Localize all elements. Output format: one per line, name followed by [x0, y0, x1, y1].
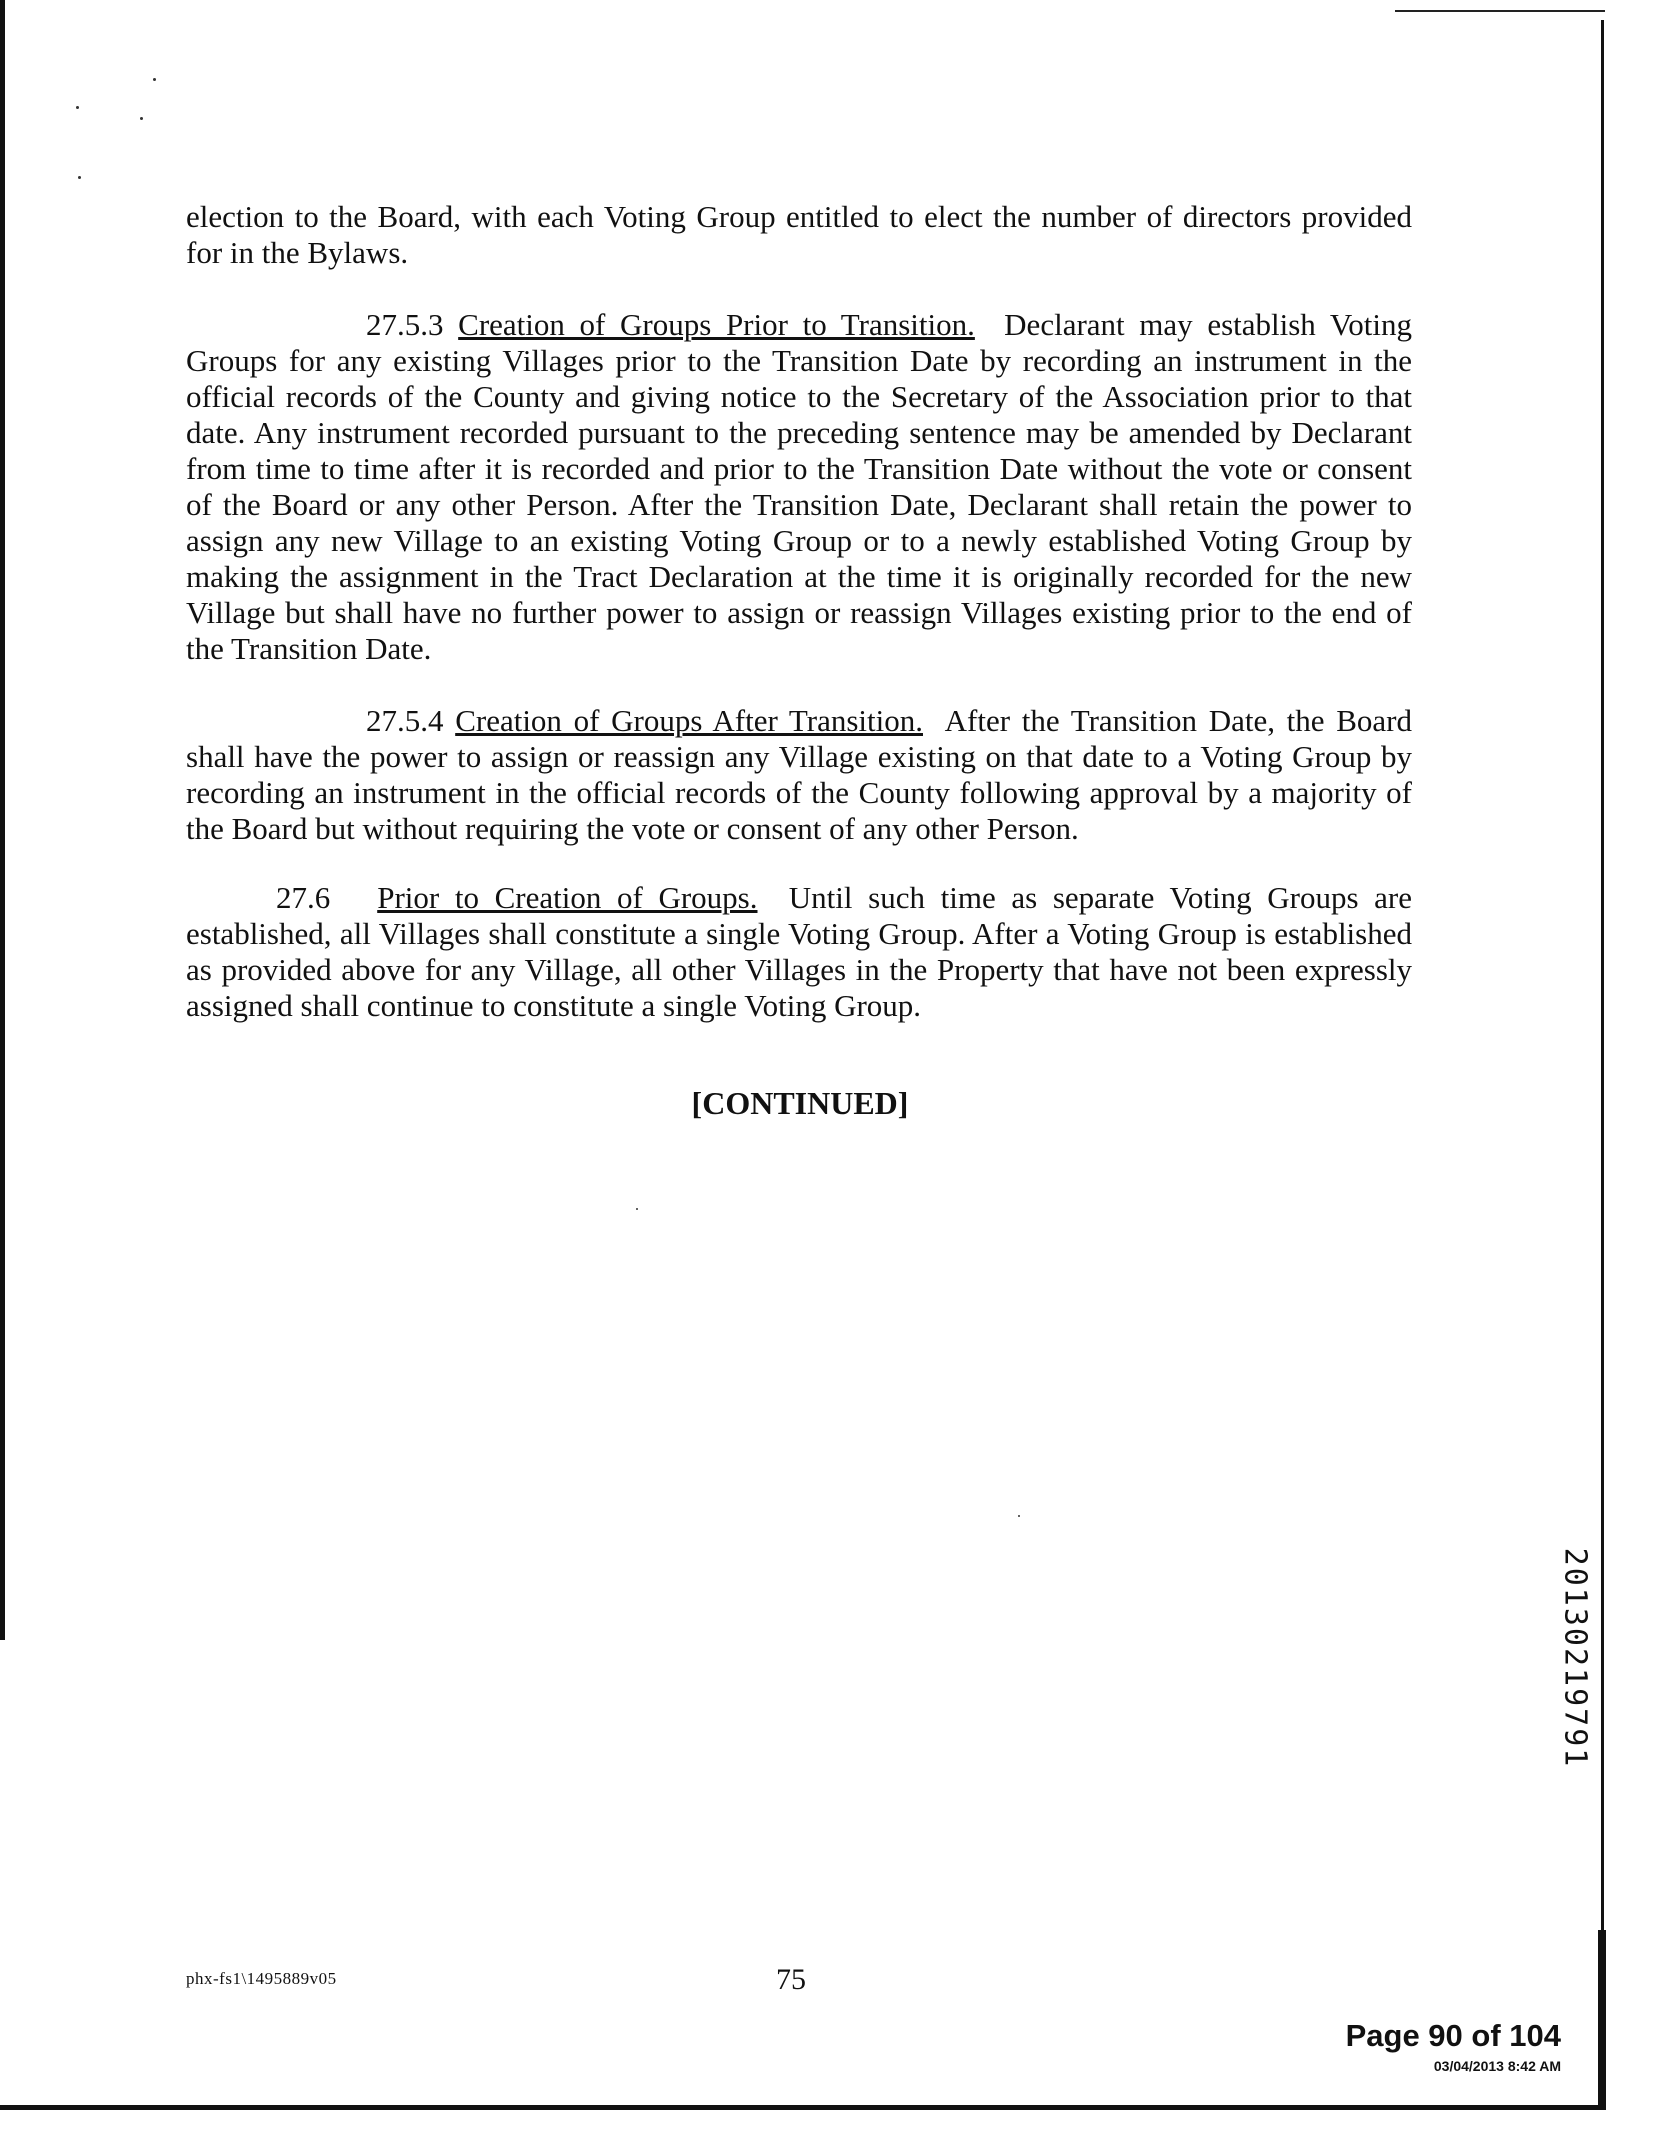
- scan-speck: [153, 78, 156, 81]
- section-text: Until such time as separate Voting Groups are established, all Villages shall constitute a single Voting Group. After a Voting Group is established as provided above for any Village, all other Villages in the Property that have not been expressly assigned shall continue to constitute a single Voting Group.: [186, 880, 1413, 1023]
- section-number: 27.5.3: [366, 307, 444, 342]
- scan-speck: [1018, 1515, 1020, 1517]
- section-27-5-3: [186, 307, 1412, 667]
- section-27-5-4: [186, 703, 1412, 847]
- section-heading: Prior to Creation of Groups.: [377, 880, 758, 915]
- stamp-page-count: Page 90 of 104: [1345, 2018, 1561, 2053]
- scan-speck: [140, 117, 143, 120]
- section-text: Declarant may establish Voting Groups for any existing Villages prior to the Transition Date by recording an instrument in the official records of the County and giving notice to the Secretary of the Association prior to that date. Any instrument recorded pursuant to the preceding sentence may be amended by Declarant from time to time after it is recorded and prior to the Transition Date without the vote or consent of the Board or any other Person. After the Transition Date, Declarant shall retain the power to assign any new Village to an existing Voting Group or to a newly established Voting Group by making the assignment in the Tract Declaration at the time it is originally recorded for the new Village but shall have no further power to assign or reassign Villages existing prior to the end of the Transition Date.: [186, 307, 1413, 666]
- scan-speck: [636, 1208, 638, 1210]
- section-27-6: [186, 880, 1412, 1024]
- scan-speck: [78, 176, 81, 179]
- section-heading: Creation of Groups After Transition.: [455, 703, 923, 738]
- continued-label: [CONTINUED]: [691, 1085, 909, 1121]
- scan-left-border: [0, 0, 5, 1640]
- scan-right-border-mark: [1598, 1930, 1606, 2105]
- section-number: 27.6: [276, 880, 331, 915]
- section-number: 27.5.4: [366, 703, 444, 738]
- scan-bottom-border: [0, 2105, 1606, 2110]
- scan-right-border: [1601, 20, 1604, 2100]
- footer-document-id: phx-fs1\1495889v05: [186, 1969, 337, 1988]
- stamp-datetime: 03/04/2013 8:42 AM: [1433, 2058, 1561, 2074]
- scan-top-rule: [1395, 10, 1605, 12]
- footer-page-number: 75: [776, 1963, 806, 1996]
- section-heading: Creation of Groups Prior to Transition.: [458, 307, 975, 342]
- margin-recording-number: [1555, 1520, 1595, 1795]
- scan-speck: [76, 106, 79, 109]
- intro-paragraph: election to the Board, with each Voting Group entitled to elect the number of directors provided for in the Bylaws.: [186, 199, 1412, 270]
- section-text: After the Transition Date, the Board shall have the power to assign or reassign any Village existing on that date to a Voting Group by recording an instrument in the official records of the County following approval by a majority of the Board but without requiring the vote or consent of any other Person.: [186, 703, 1413, 846]
- margin-recording-number-text: 20130219791: [1557, 1547, 1593, 1768]
